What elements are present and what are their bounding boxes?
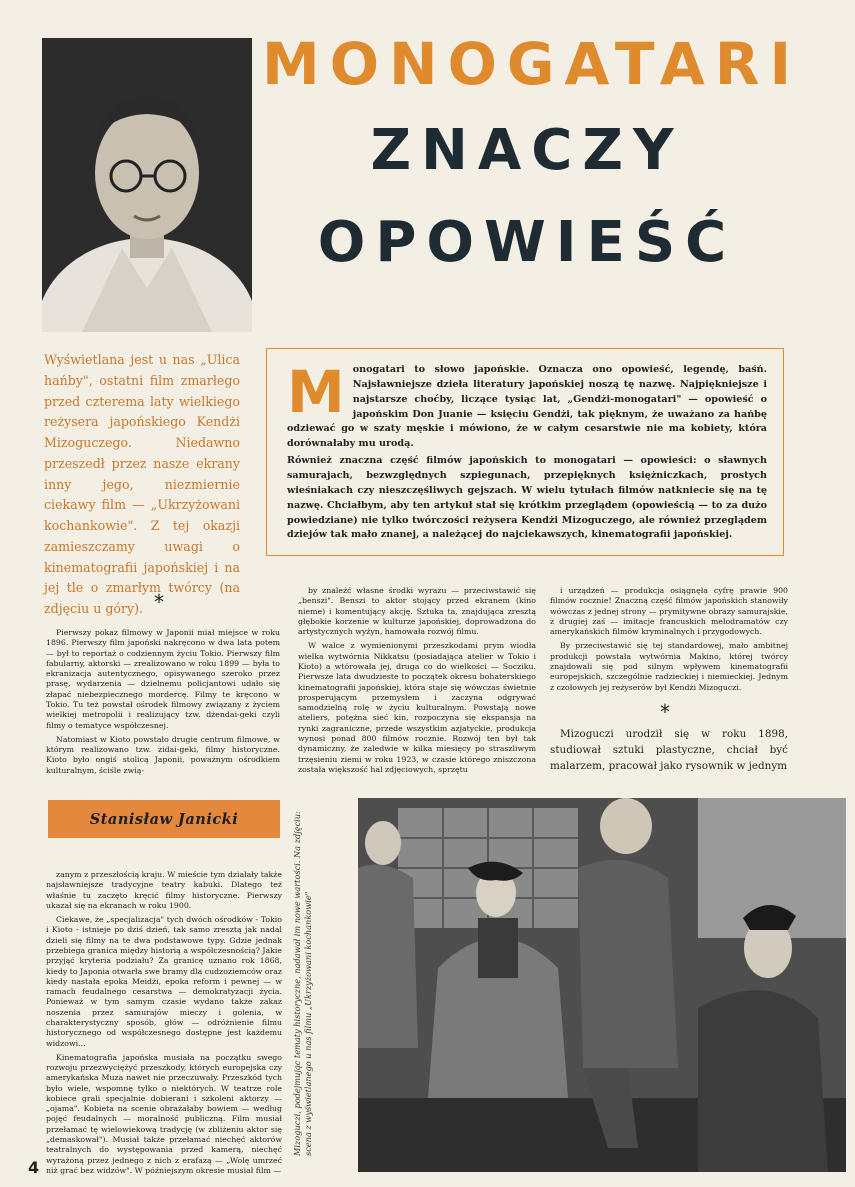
article-column-3-continued	[550, 726, 788, 778]
column-3-paragraph-1: i urządzeń — produkcja osiągnęła cyfrę prawie 900 filmów rocznie! Znaczną część filmów japońskich stanowiły wówczas z jednej strony — prymitywne obrazy samurajskie, z drugiej zaś — imitacje francuskich melodramatów czy amerykańskich filmów kryminalnych i przygodowych.	[550, 586, 788, 637]
author-byline	[48, 800, 280, 838]
article-column-1	[46, 628, 280, 780]
lead-paragraph: Wyświetlana jest u nas „Ulica hańby", ostatni film zmarłego przed czterema laty wielkiego reżysera japońskiego Kendżi Mizoguczego. Niedawno przeszedł przez nasze ekrany inny jego, niezmiernie ciekawy film — „Ukrzyżowani kochankowie". Z tej okazji zamieszczamy uwagi o kinematografii japońskiej i na jej tle o zmarłym twórcy (na zdjęciu u góry).	[44, 352, 240, 617]
author-name: Stanisław Janicki	[89, 810, 239, 828]
drop-cap: M	[287, 358, 345, 426]
column-2-paragraph-1: by znaleźć własne środki wyrazu — przeciwstawić się „benszi". Benszi to aktor stojący przed ekranem (kino nieme) i komentujący akcję. Sztuka ta, znajdująca zresztą głębokie korzenie w kulturze japońskiej, doprowadzona do artystycznych wyżyn, hamowała rozwój filmu.	[298, 586, 536, 637]
intro-paragraph-1: onogatari to słowo japońskie. Oznacza ono opowieść, legendę, baśń. Najsławniejsze dzieła literatury japońskiej noszą tę nazwę. Najpiękniejsze i najstarsze choćby, liczące tysiąc lat, „Gendżi-monogatari" — opowieść o japońskim Don Juanie — księciu Gendżi, tak pięknym, że uważano za hańbę odziewać go w szaty męskie i mówiono, że w całym cesarstwie nie ma kobiety, która dorównałaby mu urodą.	[287, 364, 767, 450]
headline-line-1: MONOGATARI	[262, 30, 802, 98]
headline-line-2: ZNACZY	[370, 118, 684, 183]
column-3-paragraph-2: By przeciwstawić się tej standardowej, mało ambitnej produkcji powstała wytwórnia Makino, której twórcy znajdowali się pod silnym wpływem kinematografii europejskich, szczególnie radzieckiej i niemieckiej. Jednym z czołowych jej reżyserów był Kendżi Mizoguczi.	[550, 641, 788, 692]
photo-caption: Mizoguczi, podejmując tematy historyczne, nadawał im nowe wartości. Na zdjęciu: scena z wyświetlanego u nas filmu „Ukrzyżowani kochankowie"	[292, 811, 314, 1156]
director-portrait-photo	[42, 38, 252, 332]
article-column-3	[550, 586, 788, 697]
intro-box	[266, 348, 784, 556]
intro-paragraph-2: Również znaczna część filmów japońskich to monogatari — opowieści: o sławnych samurajach, bezwzględnych szpiegunach, przepięknych księżniczkach, prostych wieśniakach czy nieszczęśliwych gejszach. W wielu tytułach filmów natkniecie się na tę nazwę. Chciałbym, aby ten artykuł stał się krótkim przeglądem (opowieścią — to za dużo powiedziane) nie tylko twórczości reżysera Kendżi Mizoguczego, ale również przeglądem dziejów tak mało znanej, a należącej do najciekawszych, kinematografii japońskiej.	[287, 455, 767, 541]
article-column-2	[298, 586, 536, 779]
page-number: 4	[28, 1158, 40, 1177]
column-2-paragraph-2: W walce z wymienionymi przeszkodami prym wiodła wielka wytwórnia Nikkatsu (posiadająca atelier w Tokio i Kioto) a wtórowała jej, druga co do wielkości — Socziku. Pierwsze lata dwudzieste to początek okresu bohaterskiego kinematografii japońskiej, która staje się wówczas świetnie prosperującym przemysłem i zaczyna odgrywać samodzielną rolę w życiu kulturalnym. Powstają nowe ateliers, potężna sieć kin, rozpoczyna się ekspansja na rynki zagraniczne, przede wszystkim azjatyckie, produkcja wynosi ponad 800 filmów rocznie. Rozwój ten był tak dynamiczny, że zaledwie w kilka miesięcy po straszliwym trzęsieniu ziemi w roku 1923, w czasie którego zniszczona została większość hal zdjęciowych, sprzętu	[298, 641, 536, 774]
column-1-paragraph-2: Natomiast w Kioto powstało drugie centrum filmowe, w którym realizowano tzw. zidai-geki, filmy historyczne. Kioto było ongiś stolicą Japonii, poważnym ośrodkiem kulturalnym, ściśle zwią-	[46, 734, 280, 775]
article-column-4	[46, 870, 282, 1180]
column-4-paragraph-2: Ciekawe, że „specjalizacja" tych dwóch ośrodków - Tokio i Kioto - istnieje po dziś dzień, tak samo zresztą jak nadal dzieli się filmy na te dwa podstawowe typy. Gdzie jednak przebiega granica między historią a współczesnością? Jakie przyjąć kryteria podziału? Za granicę uznano rok 1868, kiedy to Japonia otwarła swe bramy dla cudzoziemców oraz kiedy nastała epoka Meidżi, epoka reform i pewnej — w ramach feudalnego cesarstwa — demokratyzacji życia. Ponieważ w tym samym czasie wydano także zakaz noszenia przez samurajów mieczy i golenia, w charakterystyczny sposób, głów — odróżnienie filmu historycznego od współczesnego dostępne jest każdemu widzowi...	[46, 915, 282, 1048]
column-4-paragraph-3: Kinematografia japońska musiała na początku swego rozwoju przezwyciężyć przeszkody, których europejska czy amerykańska Muza nawet nie przeczuwały. Przeszkód tych było wiele, wspomnę tylko o niektórych. W teatrze role kobiece grali specjalnie dobierani i szkoleni aktorzy — „ojama". Kobieta na scenie obrażałaby bowiem — według pojęć feudalnych — moralność publiczną. Film musiał przełamać tę wielowiekową tradycję (w zbliżeniu aktor się „demaskował"). Musiał także przełamać niechęć aktorów teatralnych do występowania przed kamerą, niechęć wyrażoną przez jednego z nich z erafazą — „Wolę umrzeć niż grać bez widzów". W późniejszym okresie musiał film —	[46, 1052, 282, 1175]
column-1-paragraph-1: Pierwszy pokaz filmowy w Japonii miał miejsce w roku 1896. Pierwszy film japoński nakręcono w dwa lata potem — był to reportaż o codziennym życiu Tokio. Pierwszy film fabularny, aktorski — zrealizowano w roku 1899 — była to ekranizacja autentycznego, opisywanego szeroko przez prasę, wydarzenia — dzielnemu policjantowi udało się złapać niebezpiecznego mordercę. Filmy te kręcono w Tokio. Tu też powstał ośrodek filmowy związany z życiem wielkiej metropolii i realizujący tzw. dżendai-geki czyli filmy o tematyce współczesnej.	[46, 628, 280, 730]
section-separator-star: *	[154, 590, 164, 614]
section-separator-star-2: *	[660, 700, 670, 724]
column-4-paragraph-1: zanym z przeszłością kraju. W mieście tym działały także najsławniejsze tradycyjne teatry kabuki. Dlatego też właśnie tu zaczęto kręcić filmy historyczne. Pierwszy ukazał się na ekranach w roku 1900.	[46, 870, 282, 910]
headline-line-3: OPOWIEŚĆ	[317, 210, 737, 275]
column-3-paragraph-3: Mizoguczi urodził się w roku 1898, studiował sztuki plastyczne, chciał być malarzem, pracował jako rysownik w jednym	[550, 728, 788, 773]
film-still-photo	[358, 798, 846, 1172]
